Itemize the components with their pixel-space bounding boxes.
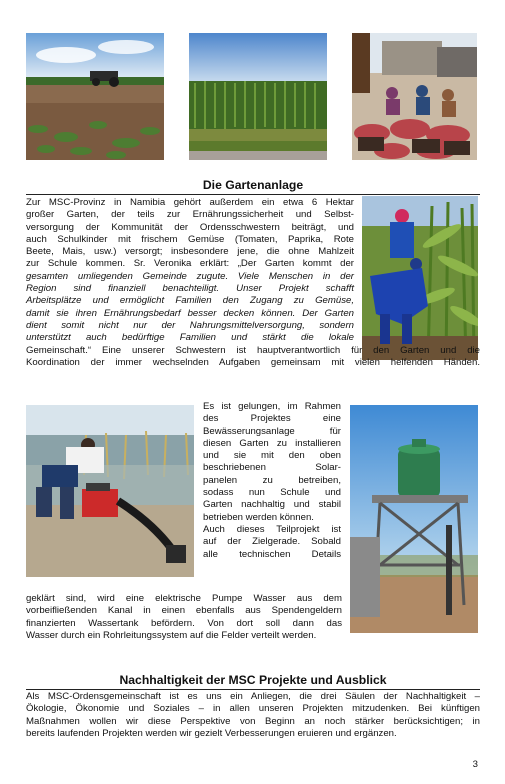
text-line: Als MSC-Ordensgemeinschaft ist es uns ein Anliegen, die drei Säulen der Nachhaltigkeit – (26, 691, 480, 702)
text-line: Garten nachhaltig und stabil (203, 499, 341, 511)
page-number: 3 (472, 759, 478, 770)
text-line: und sie mit den oben (203, 450, 341, 462)
photo-water-tank-tower (350, 405, 478, 633)
text-line: damit sie ihren Ernährungsbedarf besser decken können. Der Garten (26, 307, 354, 319)
text-line: Zur MSC-Provinz in Namibia gehört außerdem ein etwa 6 Hektar (26, 197, 354, 208)
text-line: unterstützt auch bedürftige Familien und stärkt die lokale (26, 332, 354, 344)
section-rule-sustainability (26, 689, 480, 690)
text-line: vorbeifließenden Kanal in einen ebenfalls aus Spendengeldern (26, 605, 342, 617)
text-line: gesamten umliegenden Gemeinde zugute. Viele Menschen in der (26, 270, 354, 282)
text-line: des Projektes eine (203, 413, 341, 425)
photo-tractor-field (26, 33, 164, 160)
text-line (26, 258, 354, 270)
paragraph-irrigation (203, 401, 341, 561)
text-line: Es ist gelungen, im Rahmen (203, 401, 341, 412)
text-line: alle technischen Details (203, 548, 341, 560)
text-line: sodass nun Schule und (203, 487, 341, 499)
text-line: Arbeitsplätze und ermöglicht Familien den Zugang zu Gemüse, (26, 295, 354, 307)
text-line: dient somit nicht nur der Nahrungsmittelversorgung, sondern (26, 319, 354, 331)
text-line: finanzierten Wassertank befördern. Von dort soll dann das (26, 617, 342, 629)
text-line: Beete, Mais, usw.) versorgt; insbesondere jene, die ohne Mahlzeit (26, 246, 354, 258)
section-heading-garden: Die Gartenanlage (202, 178, 304, 192)
text-line: Gemeinschaft.“ Eine unserer Schwestern ist hauptverantwortlich für den Garten und die (26, 345, 480, 356)
text-line: panelen zu betreiben, (203, 474, 341, 486)
paragraph-garden-full-1 (26, 345, 480, 370)
paragraph-garden-intro (26, 197, 354, 345)
photo-sweet-potato-harvest (352, 33, 477, 160)
text-line: geklärt sind, wird eine elektrische Pumpe Wasser aus dem (26, 593, 342, 604)
text-line: Auch dieses Teilprojekt ist (203, 523, 341, 535)
text-line: betrieben werden können. (203, 511, 314, 523)
text-line: Bewässerungsanlage für (203, 425, 341, 437)
text-line: Koordination der immer wechselnden Aufgaben gemeinsam mit vielen helfenden Händen. (26, 357, 480, 369)
text-line: bereits laufenden Projekten werden wir gezielt Verbesserungen eruieren und ergänzen. (26, 727, 397, 739)
section-rule-garden (26, 194, 480, 195)
text-line: Maßnahmen wollen wir diese Perspektive von Beginn an noch stärker berücksichtigen; in (26, 715, 480, 727)
text-line: auf der Zielgerade. Sobald (203, 536, 341, 548)
paragraph-sustainability (26, 691, 480, 740)
text-line: zur Schule kommen. Sr. Veronika erklärt: „Der Garten kommt der (26, 258, 354, 270)
text-line: auch Schulkinder mit frischem Gemüse (Tomaten, Paprika, Rote (26, 233, 354, 245)
photo-crop-field (189, 33, 327, 160)
text-line: Region sind finanziell benachteiligt. Unser Projekt schafft (26, 283, 354, 295)
text-line: diesen Garten zu installieren (203, 437, 341, 449)
text-line: versorgung der Kommunität der Ordensschwestern beiträgt, und (26, 221, 354, 233)
photo-maize-workers (362, 196, 478, 360)
text-line: großer Garten, der teils zur Ernährungssicherheit und Selbst- (26, 209, 354, 221)
section-heading-sustainability: Nachhaltigkeit der MSC Projekte und Ausblick (119, 673, 387, 687)
photo-water-pump-canal (26, 405, 194, 577)
text-line: beschriebenen Solar- (203, 462, 341, 474)
text-line: Ökologie, Ökonomie und Soziales – in allen unseren Projekten mitzudenken. Bei künftigen (26, 703, 480, 715)
text-line: Wasser durch ein Rohrleitungssystem auf die Felder verteilt werden. (26, 629, 317, 641)
paragraph-pump-plan (26, 593, 342, 642)
